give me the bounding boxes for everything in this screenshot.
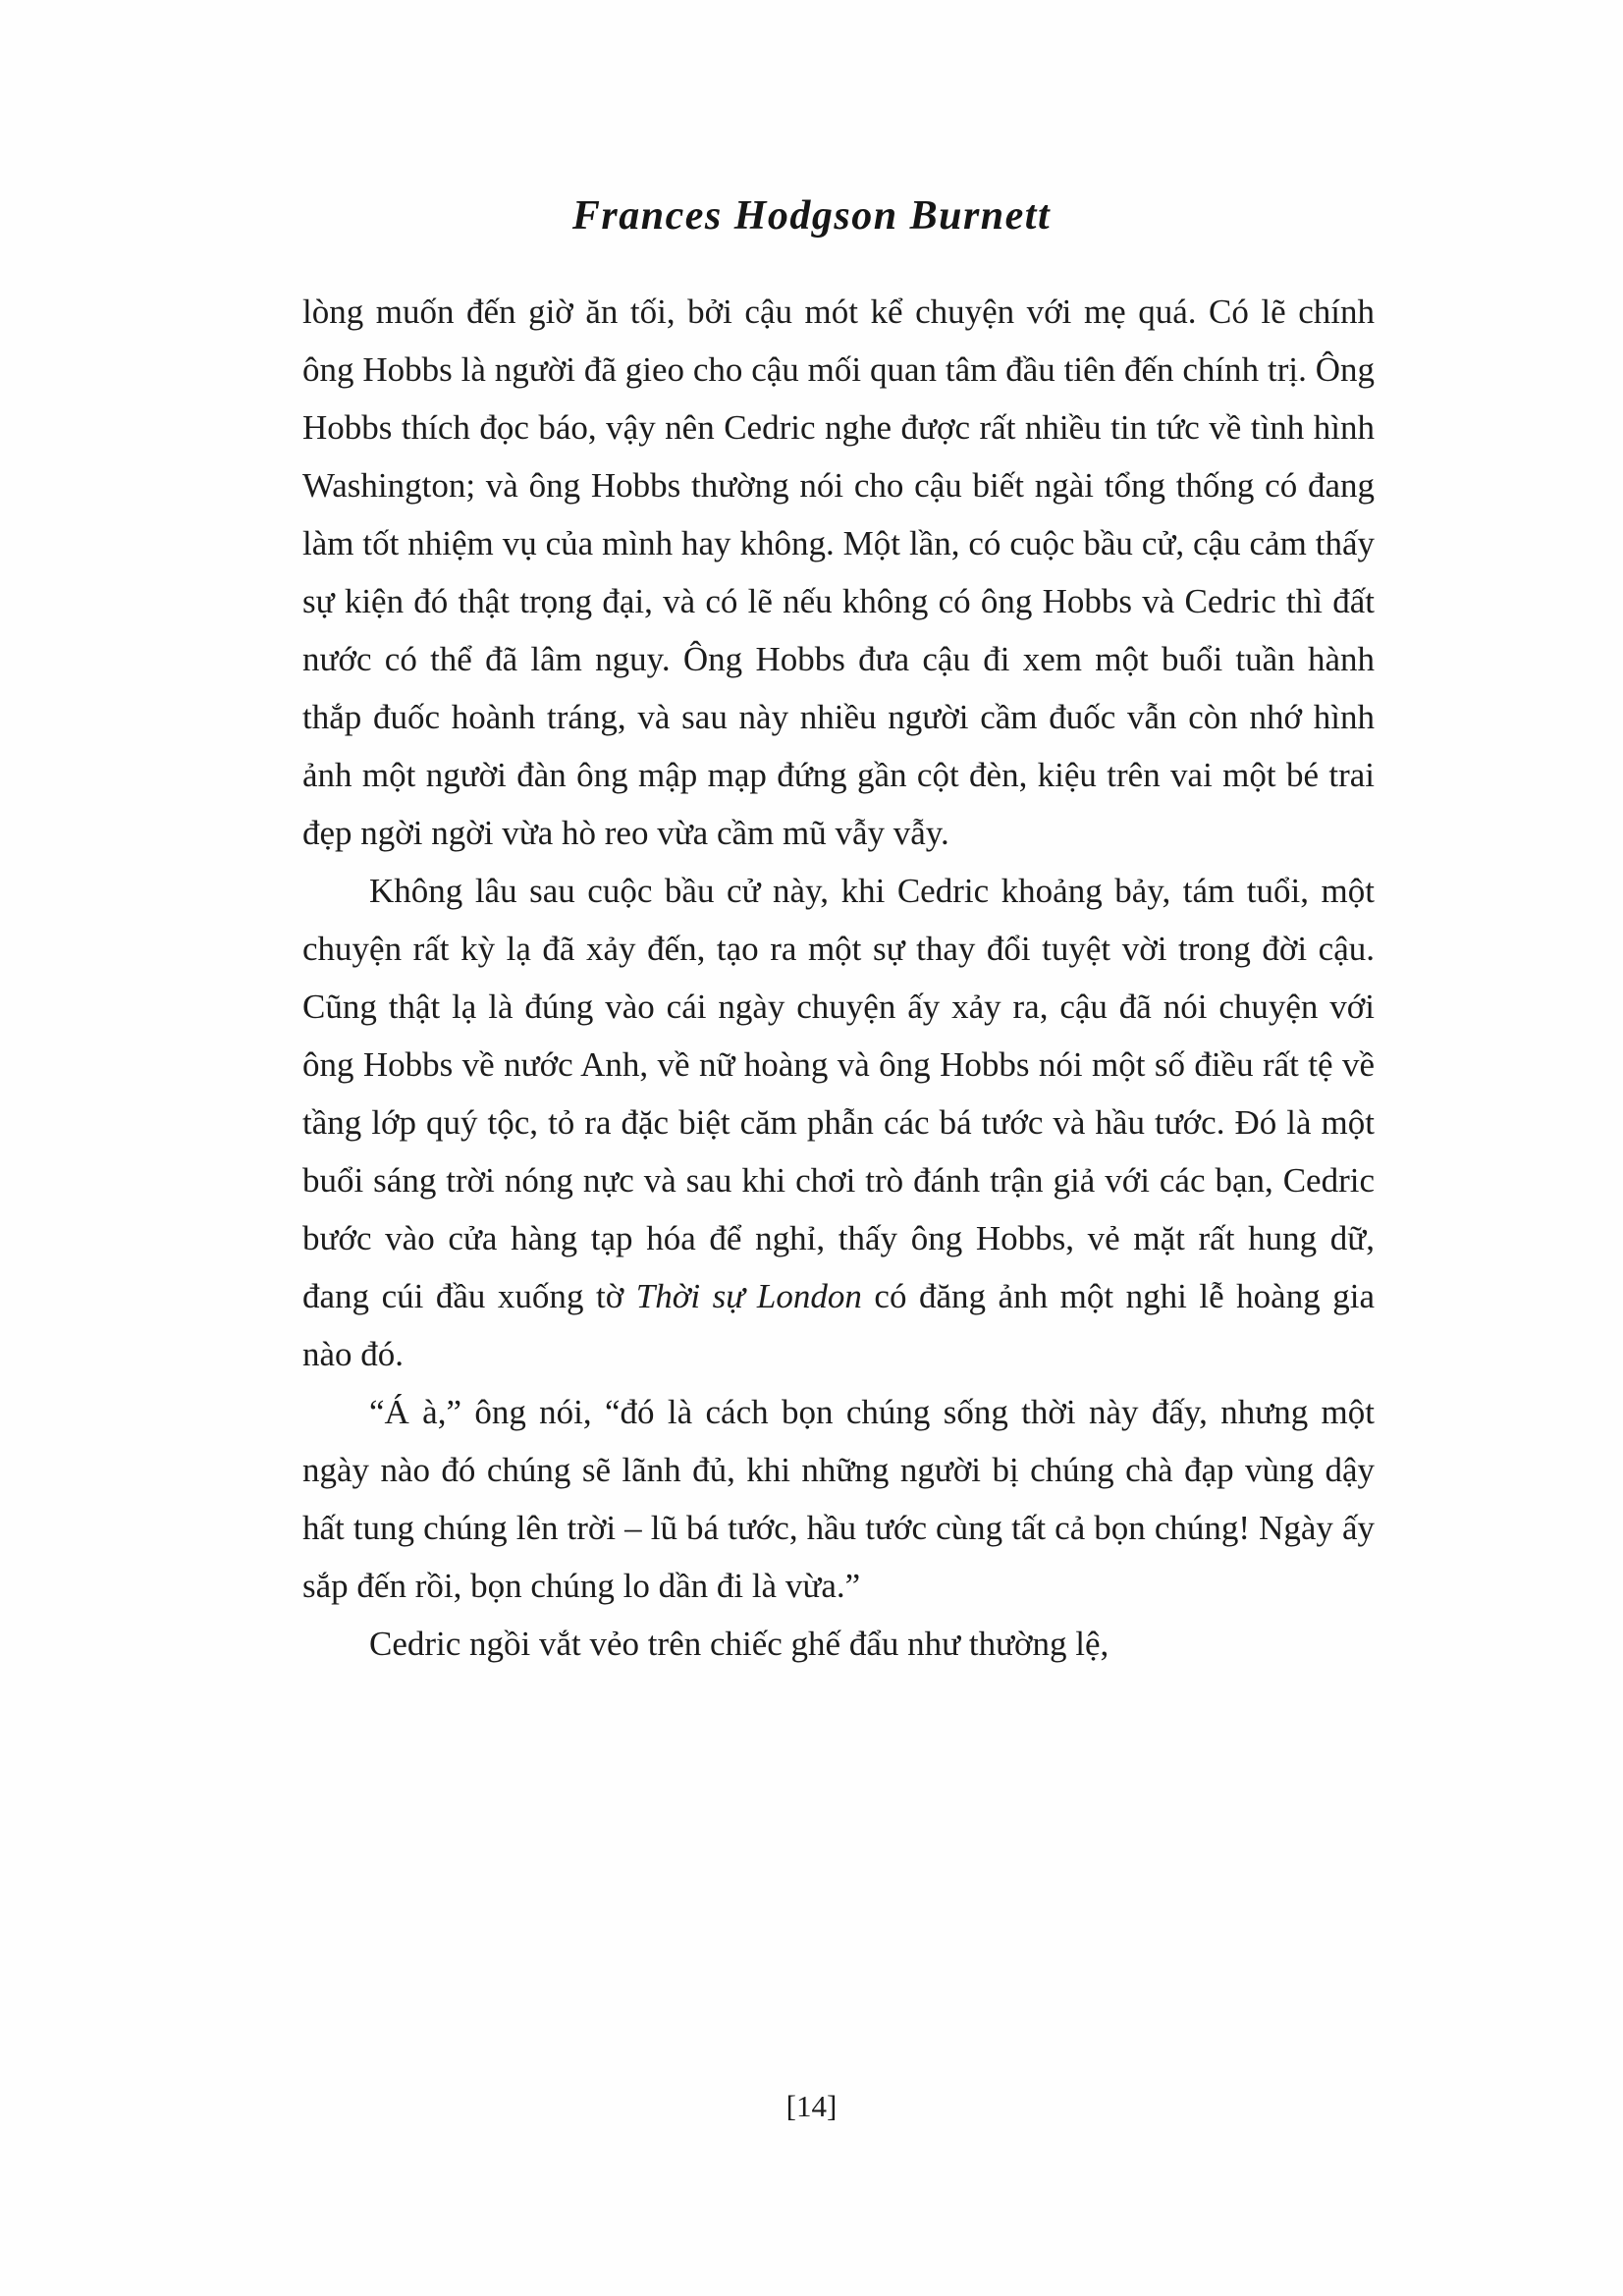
paragraph-3 — [302, 1383, 1375, 1615]
paragraph-4-text: Cedric ngồi vắt vẻo trên chiếc ghế đẩu như thường lệ, — [369, 1625, 1109, 1663]
newspaper-title-italic: Thời sự London — [635, 1277, 862, 1315]
paragraph-2 — [302, 862, 1375, 1383]
paragraph-2-text-after-title: có đăng ảnh một nghi lễ hoàng gia nào đó. — [302, 1277, 1375, 1373]
paragraph-4 — [302, 1615, 1375, 1673]
paragraph-3-text: “Á à,” ông nói, “đó là cách bọn chúng sống thời này đấy, nhưng một ngày nào đó chúng sẽ lãnh đủ, khi những người bị chúng chà đạp vùng dậy hất tung chúng lên trời – lũ bá tước, hầu tước cùng tất cả bọn chúng! Ngày ấy sắp đến rồi, bọn chúng lo dần đi là vừa.” — [302, 1393, 1375, 1605]
page-number: [14] — [785, 2089, 838, 2123]
paragraph-2-text-before-title: Không lâu sau cuộc bầu cử này, khi Cedric khoảng bảy, tám tuổi, một chuyện rất kỳ lạ đã xảy đến, tạo ra một sự thay đổi tuyệt vời trong đời cậu. Cũng thật lạ là đúng vào cái ngày chuyện ấy xảy ra, cậu đã nói chuyện với ông Hobbs về nước Anh, về nữ hoàng và ông Hobbs nói một số điều rất tệ về tầng lớp quý tộc, tỏ ra đặc biệt căm phẫn các bá tước và hầu tước. Đó là một buổi sáng trời nóng nực và sau khi chơi trò đánh trận giả với các bạn, Cedric bước vào cửa hàng tạp hóa để nghỉ, thấy ông Hobbs, vẻ mặt rất hung dữ, đang cúi đầu xuống tờ — [302, 872, 1375, 1315]
paragraph-1-text: lòng muốn đến giờ ăn tối, bởi cậu mót kể chuyện với mẹ quá. Có lẽ chính ông Hobbs là người đã gieo cho cậu mối quan tâm đầu tiên đến chính trị. Ông Hobbs thích đọc báo, vậy nên Cedric nghe được rất nhiều tin tức về tình hình Washington; và ông Hobbs thường nói cho cậu biết ngài tổng thống có đang làm tốt nhiệm vụ của mình hay không. Một lần, có cuộc bầu cử, cậu cảm thấy sự kiện đó thật trọng đại, và có lẽ nếu không có ông Hobbs và Cedric thì đất nước có thể đã lâm nguy. Ông Hobbs đưa cậu đi xem một buổi tuần hành thắp đuốc hoành tráng, và sau này nhiều người cầm đuốc vẫn còn nhớ hình ảnh một người đàn ông mập mạp đứng gần cột đèn, kiệu trên vai một bé trai đẹp ngời ngời vừa hò reo vừa cầm mũ vẫy vẫy. — [302, 293, 1375, 852]
paragraph-1 — [302, 283, 1375, 862]
running-header-author: Frances Hodgson Burnett — [571, 193, 1052, 239]
body-text — [302, 283, 1375, 1673]
